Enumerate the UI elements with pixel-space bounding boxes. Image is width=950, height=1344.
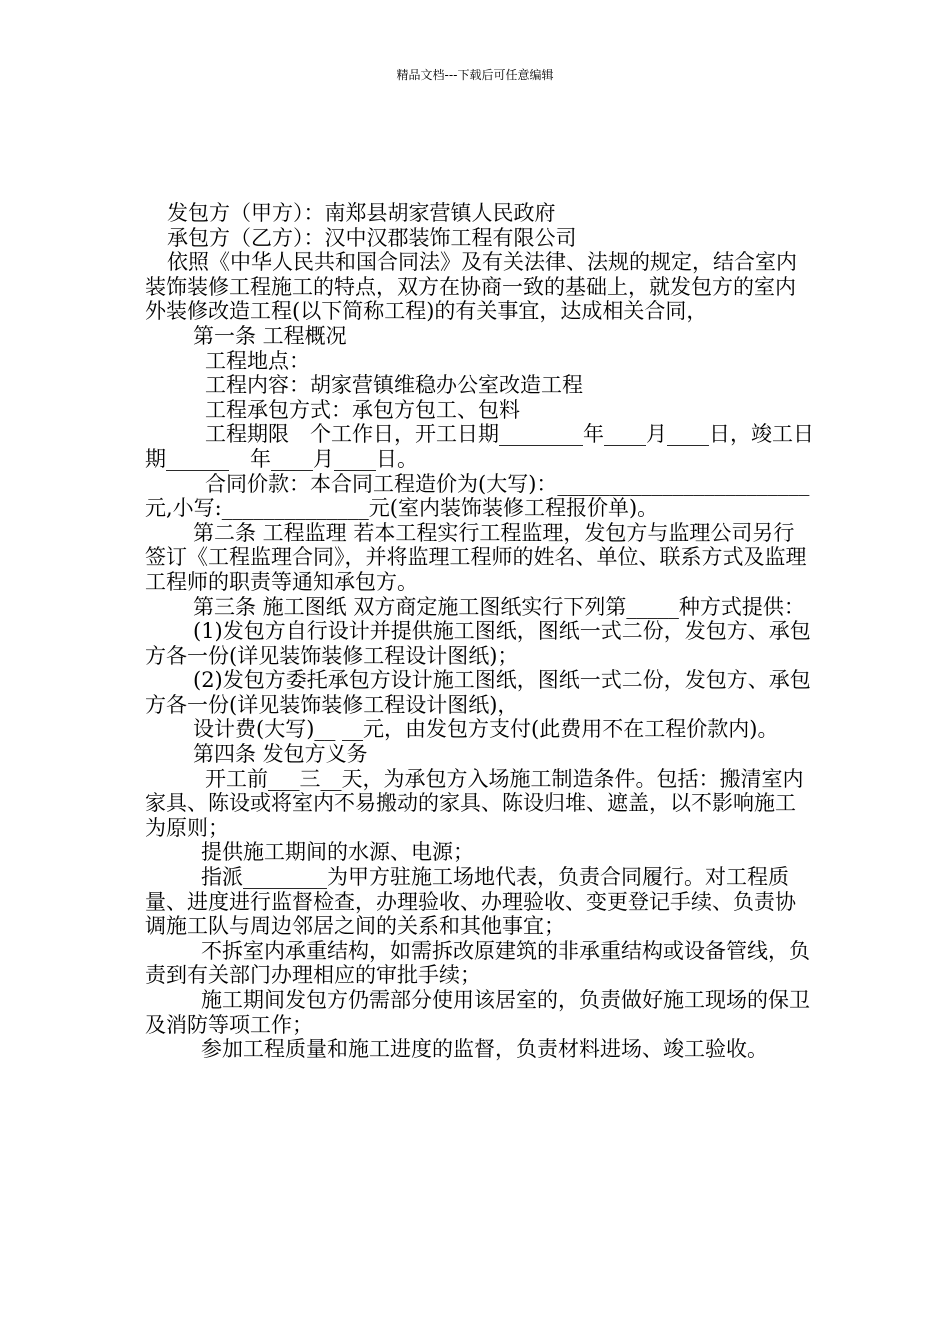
contract-line: 工程承包方式：承包方包工、包料 (205, 397, 520, 422)
contract-line: 第一条 工程概况 (193, 323, 347, 348)
contract-line: 第三条 施工图纸 双方商定施工图纸实行下列第_____种方式提供： (193, 594, 805, 619)
contract-line: (2)发包方委托承包方设计施工图纸，图纸一式二份，发包方、承包方各一份(详见装饰装修工程设计图纸)， (145, 668, 811, 717)
contract-line: 工程期限 个工作日，开工日期________年____月____日，竣工日期______ 年____月____日。 (145, 422, 814, 471)
contract-line: 第四条 发包方义务 (193, 742, 368, 767)
contract-line: 合同价款：本合同工程造价为(大写)：________________________ 元,小写:______________元(室内装饰装修工程报价单)。 (145, 471, 831, 521)
contract-line: 提供施工期间的水源、电源； (201, 840, 474, 865)
contract-line: 工程内容：胡家营镇维稳办公室改造工程 (205, 373, 583, 398)
contract-line: 发包方（甲方）：南郑县胡家营镇人民政府 (167, 201, 556, 225)
contract-line: 参加工程质量和施工进度的监督，负责材料进场、竣工验收。 (201, 1037, 768, 1062)
contract-line: 指派________为甲方驻施工场地代表，负责合同履行。对工程质量、进度进行监督检查，办理验收、办理验收、变更登记手续、负责协调施工队与周边邻居之间的关系和其他事宜； (145, 865, 796, 939)
contract-line: 开工前___三__天，为承包方入场施工制造条件。包括：搬清室内家具、陈设或将室内不易搬动的家具、陈设归堆、遮盖，以不影响施工为原则； (145, 766, 804, 840)
contract-body (145, 201, 831, 1062)
contract-line: 工程地点： (205, 348, 310, 373)
contract-line: (1)发包方自行设计并提供施工图纸，图纸一式二份，发包方、承包方各一份(详见装饰装修工程设计图纸)； (145, 619, 811, 668)
contract-line: 不拆室内承重结构，如需拆改原建筑的非承重结构或设备管线，负责到有关部门办理相应的审批手续； (145, 938, 810, 988)
contract-line: 依照《中华人民共和国合同法》及有关法律、法规的规定，结合室内装饰装修工程施工的特点，双方在协商一致的基础上，就发包方的室内外装修改造工程(以下简称工程)的有关事宜，达成相关合同， (145, 250, 797, 324)
contract-line: 承包方（乙方）：汉中汉郡装饰工程有限公司 (167, 225, 577, 250)
contract-line: 施工期间发包方仍需部分使用该居室的，负责做好施工现场的保卫及消防等项工作； (145, 988, 810, 1037)
contract-line: 第二条 工程监理 若本工程实行工程监理，发包方与监理公司另行签订《工程监理合同》，并将监理工程师的姓名、单位、联系方式及监理工程师的职责等通知承包方。 (145, 520, 807, 594)
page-header: 精品文档---下载后可任意编辑 (396, 68, 554, 82)
contract-line: 设计费(大写)__ __元，由发包方支付(此费用不在工程价款内)。 (193, 717, 779, 742)
